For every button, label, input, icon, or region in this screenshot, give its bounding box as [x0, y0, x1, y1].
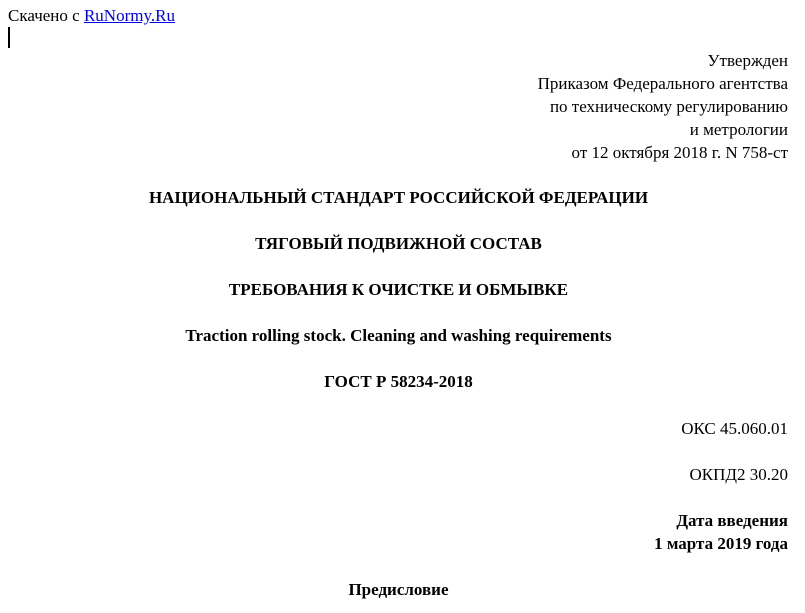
okpd-code: ОКПД2 30.20: [689, 465, 788, 484]
approval-line-5: от 12 октября 2018 г. N 758-ст: [571, 143, 788, 162]
approval-line-1: Утвержден: [707, 51, 788, 70]
foreword-heading: Предисловие: [348, 580, 449, 599]
oks-code: ОКС 45.060.01: [681, 419, 788, 438]
standard-code: ГОСТ Р 58234-2018: [324, 372, 473, 391]
national-standard-heading: НАЦИОНАЛЬНЫЙ СТАНДАРТ РОССИЙСКОЙ ФЕДЕРАЦИИ: [148, 188, 649, 207]
intro-date-value: 1 марта 2019 года: [654, 534, 788, 553]
document-title-1: ТЯГОВЫЙ ПОДВИЖНОЙ СОСТАВ: [255, 234, 542, 253]
runormy-link[interactable]: RuNormy.Ru: [83, 6, 175, 25]
download-source-line: [8, 6, 175, 26]
approval-line-3: по техническому регулированию: [549, 97, 788, 116]
approval-line-2: Приказом Федерального агентства: [537, 74, 788, 93]
approval-line-4: и метрологии: [689, 120, 788, 139]
intro-date-label: Дата введения: [676, 511, 788, 530]
document-title-2: ТРЕБОВАНИЯ К ОЧИСТКЕ И ОБМЫВКЕ: [228, 280, 569, 299]
text-cursor: [8, 27, 10, 48]
download-prefix: Скачено с: [8, 6, 80, 25]
document-title-english: Traction rolling stock. Cleaning and washing requirements: [185, 326, 612, 345]
